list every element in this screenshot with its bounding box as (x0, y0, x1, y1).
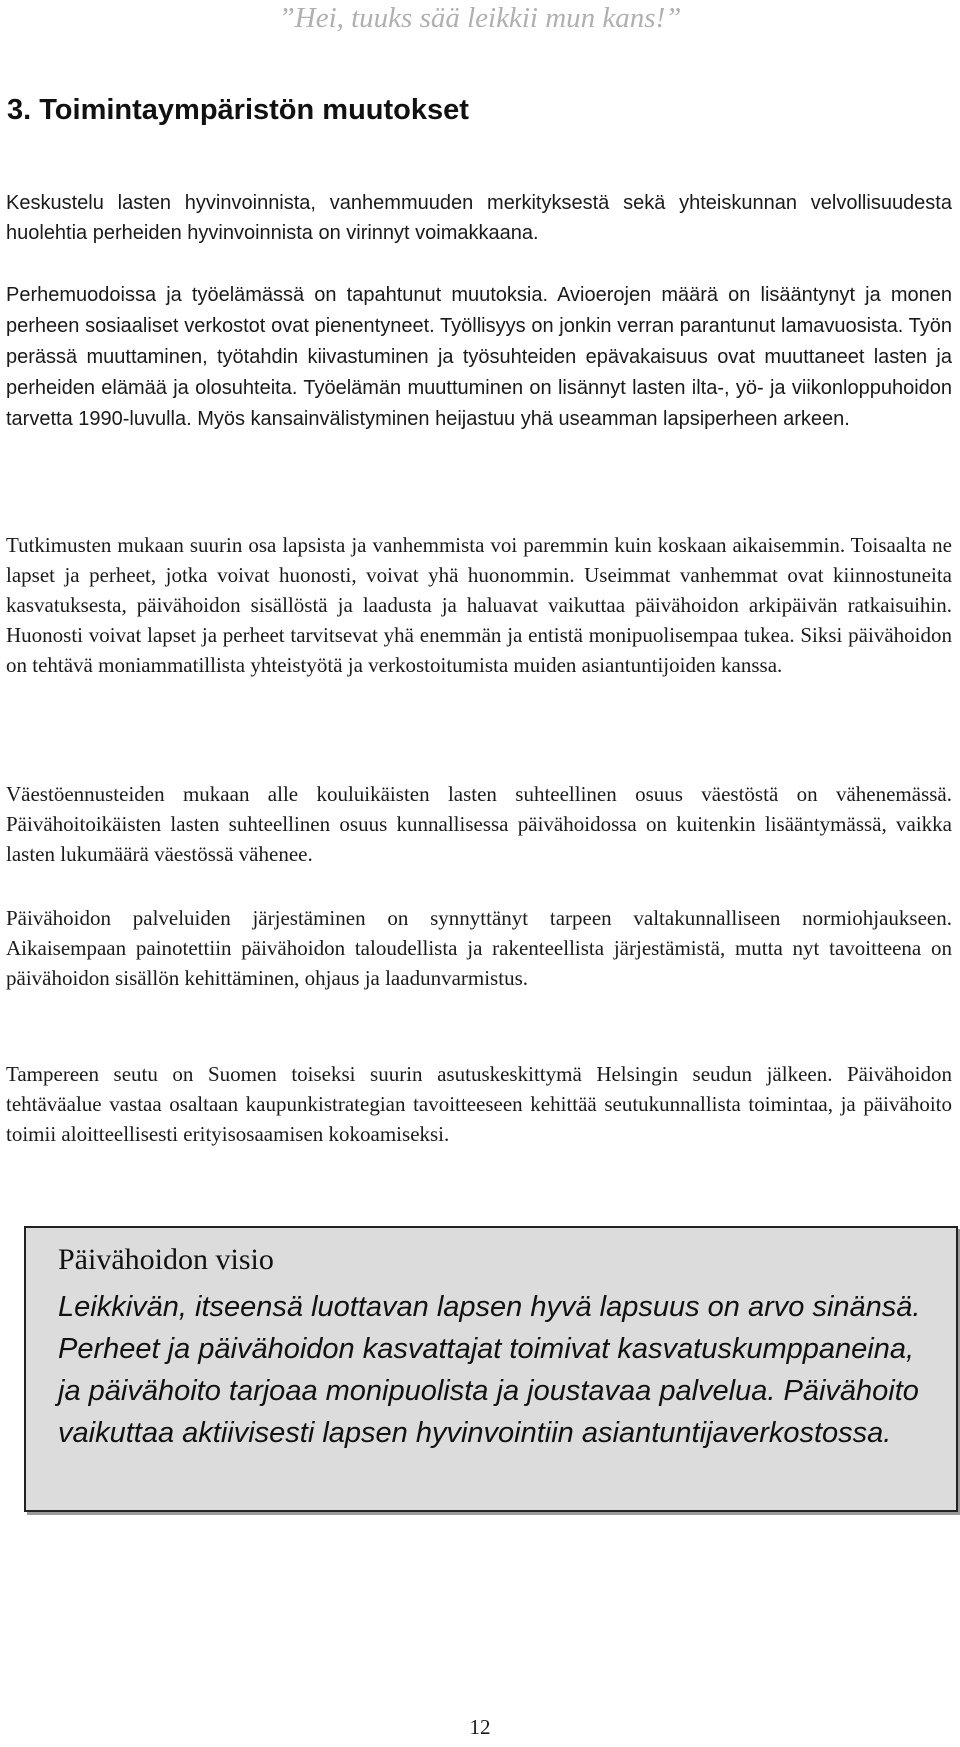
paragraph-intro: Keskustelu lasten hyvinvoinnista, vanhemmuuden merkityksestä sekä yhteiskunnan velvollisuudesta huolehtia perheiden hyvinvoinnista on virinnyt voimakkaana. (6, 192, 952, 244)
paragraph-population-forecast: Väestöennusteiden mukaan alle kouluikäisten lasten suhteellinen osuus väestöstä on vähenemässä. Päivähoitoikäisten lasten suhteellinen osuus kunnallisessa päivähoidossa on kuitenkin lisääntymässä, vaikka lasten lukumäärä väestössä vähenee. (6, 782, 952, 866)
page-number: 12 (469, 1715, 491, 1739)
vision-title: Päivähoidon visio (58, 1243, 274, 1276)
section-title: 3. Toimintaympäristön muutokset (7, 94, 469, 126)
paragraph-family-changes: Perhemuodoissa ja työelämässä on tapahtunut muutoksia. Avioerojen määrä on lisääntynyt ja monen perheen sosiaaliset verkostot ovat pienentyneet. Työllisyys on jonkin verran parantunut lamavuosista. Työn perässä muuttaminen, työtahdin kiivastuminen ja työsuhteiden epävakaisuus ovat muuttaneet lasten ja perheiden elämää ja olosuhteita. Työelämän muuttuminen on lisännyt lasten ilta-, yö- ja viikonloppuhoidon tarvetta 1990-luvulla. Myös kansainvälistyminen heijastuu yhä useamman lapsiperheen arkeen. (6, 284, 952, 430)
vision-box (24, 1226, 958, 1512)
paragraph-services: Päivähoidon palveluiden järjestäminen on synnyttänyt tarpeen valtakunnalliseen normiohjaukseen. Aikaisempaan painotettiin päivähoidon taloudellista ja rakenteellista järjestämistä, mutta nyt tavoitteena on päivähoidon sisällön kehittäminen, ohjaus ja laadunvarmistus. (6, 906, 952, 990)
page-header-quote: ”Hei, tuuks sää leikkii mun kans!” (278, 2, 682, 34)
paragraph-tampere-region: Tampereen seutu on Suomen toiseksi suurin asutuskeskittymä Helsingin seudun jälkeen. Päivähoidon tehtäväalue vastaa osaltaan kaupunkistrategian tavoitteeseen kehittää seutukunnallista toimintaa, ja päivähoito toimii aloitteellisesti erityisosaamisen kokoamiseksi. (6, 1062, 952, 1146)
vision-text: Leikkivän, itseensä luottavan lapsen hyvä lapsuus on arvo sinänsä. Perheet ja päivähoidon kasvattajat toimivat kasvatuskumppaneina, ja päivähoito tarjoaa monipuolista ja joustavaa palvelua. Päivähoito vaikuttaa aktiivisesti lapsen hyvinvointiin asiantuntijaverkostossa. (58, 1291, 921, 1449)
paragraph-research: Tutkimusten mukaan suurin osa lapsista ja vanhemmista voi paremmin kuin koskaan aikaisemmin. Toisaalta ne lapset ja perheet, jotka voivat huonosti, voivat yhä huonommin. Useimmat vanhemmat ovat kiinnostuneita kasvatuksesta, päivähoidon sisällöstä ja laadusta ja haluavat vaikuttaa päivähoidon arkipäivän ratkaisuihin. Huonosti voivat lapset ja perheet tarvitsevat yhä enemmän ja entistä monipuolisempaa tukea. Siksi päivähoidon on tehtävä moniammatillista yhteistyötä ja verkostoitumista muiden asiantuntijoiden kanssa. (6, 533, 952, 677)
